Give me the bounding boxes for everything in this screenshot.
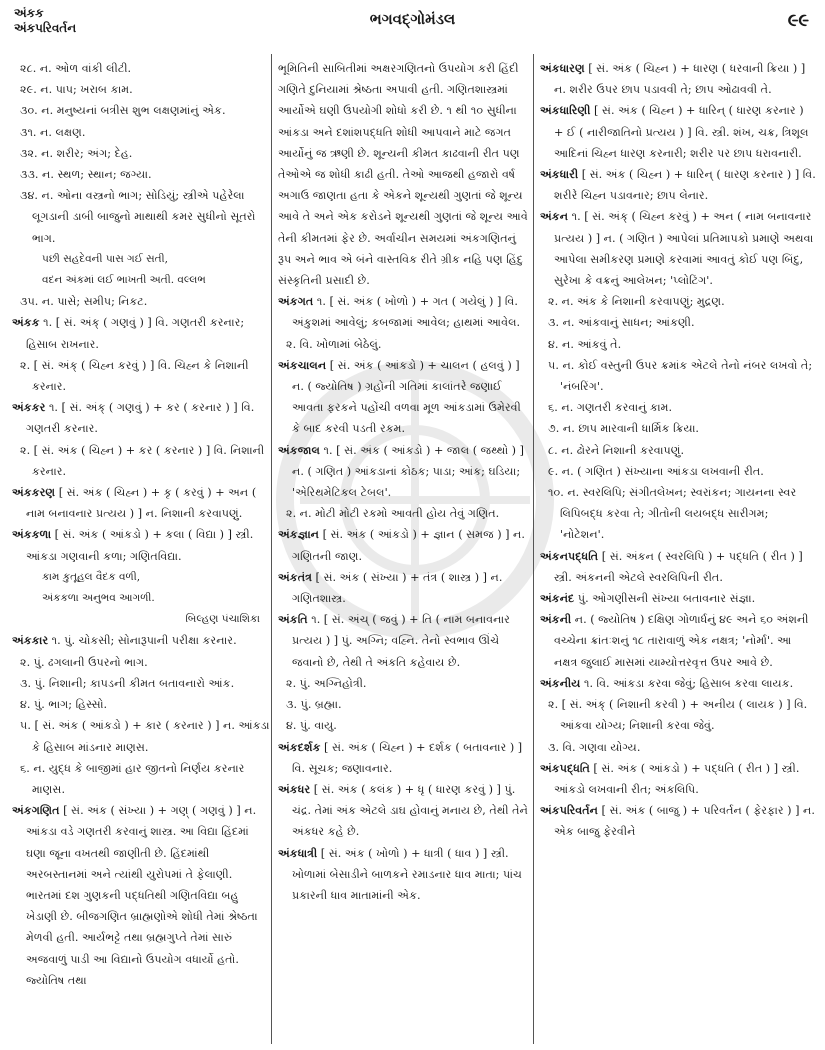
dictionary-entry xyxy=(540,206,816,291)
dictionary-entry xyxy=(540,758,816,800)
headword: અંકકરણ xyxy=(12,485,56,500)
definition-text: [ સં. અંક ( કલંક ) + ધૃ ( ધારણ કરવું ) ] પું. ચંદ્ર. તેમાં અંક એટલે ડાઘ હોવાનું મનાય છે, તેથી તેને અંકધર કહે છે. xyxy=(292,782,528,839)
headword: અંકચાલન xyxy=(278,357,327,372)
sense-definition: ૬. ન. યુદ્ધ કે બાજીમાં હાર જીતનો નિર્ણય કરનાર માણસ. xyxy=(20,761,245,796)
headword: અંકકળા xyxy=(12,527,52,542)
dictionary-entry xyxy=(278,609,530,673)
sense-definition: ૩. પું. નિશાની; કાપડની કીમત બતાવનારો આંક. xyxy=(20,676,235,690)
headword: અંકધાત્રી xyxy=(278,845,318,860)
headword: અંકક xyxy=(12,315,40,330)
guide-word-first: અંકક xyxy=(14,6,44,20)
sense-definition: ૨૮. ન. ઓળ વાંકી લીટી. xyxy=(20,62,132,75)
definition-text: [ સં. અંક ( સંખ્યા ) + તંત્ર ( શાસ્ત્ર ) ] ન. ગણિતશાસ્ત્ર. xyxy=(292,570,503,606)
definition-text: [ સં. અંક ( ચિહ્ન ) + ધારિન્ ( ધારણ કરનાર ) ] વિ. શરીરે ચિહ્ન પડાવનાર; છાપ લેનાર. xyxy=(554,168,816,203)
dictionary-entry xyxy=(540,58,816,100)
headword: અંકધારી xyxy=(540,167,579,182)
dictionary-entry xyxy=(278,843,530,907)
sense-definition: ૩૦. ન. મનુષ્યનાં બત્રીસ શુભ લક્ષણમાંનું એક. xyxy=(20,104,226,118)
headword: અંકન xyxy=(540,209,569,224)
sense-definition: ૩. ન. આંકવાનું સાધન; આંકણી. xyxy=(548,316,695,330)
dictionary-entry xyxy=(278,567,530,609)
headword: અંકગત xyxy=(278,294,314,309)
column-divider-2 xyxy=(533,54,534,1044)
sense-definition: ૩૨. ન. શરીર; અંગ; દેહ. xyxy=(20,146,133,160)
definition-text: [ સં. અંક ( આંકડો ) + પદ્ધતિ ( રીત ) ] સ્ત્રી. આંકડો લખવાની રીત; અંકલિપિ. xyxy=(554,761,800,796)
definition-text: ૧. [ સં. અંક્ ( ગણવું ) + કર ( કરનાર ) ] વિ. ગણતરી કરનાર. xyxy=(26,401,255,436)
headword: અંકગણિત xyxy=(12,803,60,818)
dictionary-entry xyxy=(278,355,530,440)
sense-definition: ૨૯. ન. પાપ; ખરાબ કામ. xyxy=(20,83,133,97)
sense-definition: ૪. ન. આંકવું તે. xyxy=(548,337,622,351)
dictionary-entry xyxy=(12,482,270,524)
citation-quote: બિલ્હણ પંચાશિકા xyxy=(185,613,260,626)
guide-word-last: અંકપરિવર્તન xyxy=(14,21,77,35)
dictionary-entry xyxy=(12,800,270,991)
sense-definition: ૩૪. ન. ઓના વસ્ત્રનો ભાગ; સોડિયું; સ્ત્રીએ પહેરેલા લૂગડાની ડાબી બાજુનો માથાથી કમર સુધીનો સૂતરો ભાગ. xyxy=(20,189,256,245)
sense-definition: ૪. પું. વાયુ. xyxy=(286,719,337,733)
headword: અંકધર xyxy=(278,781,311,796)
headword: અંકપદ્ધતિ xyxy=(540,760,590,775)
continued-text: ભૂમિતિની સાબિતીમાં અક્ષરગણિતનો ઉપયોગ કરી હિંદી ગણિતે દુનિયામાં શ્રેષ્ઠતા અપાવી હતી. ગણિતશાસ્ત્રમાં આર્યોએ ઘણી ઉપયોગી શોધો કરી છે. ૧ થી ૧૦ સુધીના આંકડા અને દશાંશપદ્ધતિ શોધી આપવાને માટે જગત આર્યોનું જ ઋણી છે. શૂન્યની કીમત કાઢવાની રીત પણ તેઓએ જ શોધી કાઢી હતી. તેઓ આજથી હજારો વર્ષ અગાઉ જાણતા હતા કે એકને શૂન્યથી ગુણતાં જે શૂન્ય આવે તે અને એક કરોડને શૂન્યથી ગુણતાં જે શૂન્ય આવે તેની કીમતમાં ફેર છે. અર્વાચીન સમયમાં અંકગણિતનું રૂપ અને ભાવ એ બંને વાસ્તવિક રીતે ગ્રીક નહિ પણ હિંદુ સંસ્કૃતિની પ્રસાદી છે. xyxy=(278,62,528,288)
definition-text: [ સં. અંક ( સંખ્યા ) + ગણ્ ( ગણવું ) ] ન. આંકડા વડે ગણતરી કરવાનું શાસ્ત્ર. આ વિદ્યા હિંદમાં ઘણા જૂના વખતથી જાણીતી છે. હિંદમાંથી અરબસ્તાનમાં અને ત્યાંથી યુરોપમાં તે ફેલાણી. ભારતમાં દશ ગુણકની પદ્ધતિથી ગણિતવિદ્યા બહુ ખેડાણી છે. બીજગણિત બ્રાહ્મણોએ શોધી તેમાં શ્રેષ્ઠતા મેળવી હતી. આર્યભટ્ટે તથા બ્રહ્મગુપ્તે તેમાં સારું અજવાળું પાડી આ વિદ્યાનો ઉપયોગ વધાર્યો હતો. જ્યોતિષ તથા xyxy=(26,804,258,987)
dictionary-entry xyxy=(540,100,816,164)
sense-definition: ૫. [ સં. અંક ( આંકડો ) + કાર ( કરનાર ) ] ન. આંકડા કે હિસાબ માંડનાર માણસ. xyxy=(20,719,270,754)
sense-definition: ૨. [ સં. અંક્ ( ચિહ્ન કરવું ) ] વિ. ચિહ્ન કે નિશાની કરનાર. xyxy=(20,358,249,394)
definition-text: [ સં. અંક ( ચિહ્ન ) + ધારણ ( ધરવાની ક્રિયા ) ] ન. શરીર ઉપર છાપ પડાવવી તે; છાપ ઓઢાવવી તે. xyxy=(554,62,806,97)
dictionary-entry xyxy=(12,524,270,566)
headword: અંકધારિણી xyxy=(540,103,591,118)
dictionary-entry xyxy=(278,524,530,566)
definition-text: પું. ઓગણીસની સંખ્યા બતાવનાર સંજ્ઞા. xyxy=(574,592,756,606)
sense-definition: ૨. ન. મોટી મોટી રકમો આવતી હોય તેવું ગણિત. xyxy=(286,507,500,521)
sense-definition: ૮. ન. ઢોરને નિશાની કરવાપણું. xyxy=(548,443,685,457)
dictionary-entry xyxy=(12,397,270,439)
sense-definition: ૯. ન. ( ગણિત ) સંખ્યાના આંકડા લખવાની રીત. xyxy=(548,464,764,478)
dictionary-entry xyxy=(540,546,816,588)
citation-quote: પછી સહદેવની પાસ ગઈ સતી, xyxy=(42,252,168,265)
headword: અંકદર્શક xyxy=(278,739,321,754)
definition-text: ૧. વિ. આંકડા કરવા જેવું; હિસાબ કરવા લાયક. xyxy=(580,676,794,690)
sense-definition: ૨. [ સં. અંક ( ચિહ્ન ) + કર ( કરનાર ) ] વિ. નિશાની કરનાર. xyxy=(20,443,265,478)
headword: અંકજાલ xyxy=(278,442,320,457)
headword: અંકકાર xyxy=(12,633,49,648)
sense-definition: ૫. ન. કોઈ વસ્તુની ઉપર ક્રમાંક એટલે તેનો નંબર લખવો તે; 'નંબરિંગ'. xyxy=(548,358,813,394)
sense-definition: ૨. પું. અગ્નિહોત્રી. xyxy=(286,676,367,690)
page-title: ભગવદ્ગોમંડલ xyxy=(369,10,456,28)
definition-text: [ સં. અંક ( ચિહ્ન ) + દર્શક ( બતાવનાર ) ] વિ. સૂચક; જણાવનાર. xyxy=(292,740,523,775)
sense-definition: ૨. [ સં. અંક્ ( નિશાની કરવી ) + અનીય ( લાયક ) ] વિ. આંકવા યોગ્ય; નિશાની કરવા જેવું. xyxy=(548,698,808,733)
headword: અંકપરિવર્તન xyxy=(540,803,598,818)
sense-definition: ૩. પું. બ્રહ્મા. xyxy=(286,698,342,712)
headword: અંકનંદ xyxy=(540,591,575,606)
text-column-1 xyxy=(12,58,270,1046)
dictionary-entry xyxy=(540,673,816,694)
sense-definition: ૪. પું. ભાગ; હિસ્સો. xyxy=(20,698,108,712)
citation-quote: વદન અંકમાં લઈ ભાખતી અતી. વલ્લભ xyxy=(42,274,206,287)
dictionary-entry xyxy=(12,312,270,354)
definition-text: ૧. [ સં. અંક્ ( ચિહ્ન કરવું ) + અન ( નામ બનાવનાર પ્રત્યય ) ] ન. ( ગણિત ) આપેલાં પ્રતિમાપકો પ્રમાણે અથવા આપેલા સમીકરણ પ્રમાણે કરવામાં આવતું કોઈ પણ બિંદુ, સુરેખા કે વક્રનું આલેખન; 'પ્લોટિંગ'. xyxy=(554,210,814,288)
dictionary-entry xyxy=(540,800,816,842)
sense-definition: ૨. પું. ઢગલાની ઉપરનો ભાગ. xyxy=(20,655,148,669)
definition-text: ૧. [ સં. અંક ( આંકડો ) + જાલ ( જથ્થો ) ] ન. ( ગણિત ) આંકડાનાં કોઠક; પાડા; આંક; ઘડિયા; 'એરિથમેટિકલ ટેબલ'. xyxy=(292,443,524,500)
page-number: ૯૯ xyxy=(787,10,809,31)
sense-definition: ૬. ન. ગણતરી કરવાનું કામ. xyxy=(548,401,673,415)
headword: અંકની xyxy=(540,612,572,627)
headword: અંકનપદ્ધતિ xyxy=(540,548,599,563)
dictionary-entry xyxy=(278,440,530,504)
sense-definition: ૩. વિ. ગણવા યોગ્ય. xyxy=(548,740,641,754)
sense-definition: ૭. ન. છાપ મારવાની ધાર્મિક ક્રિયા. xyxy=(548,422,699,436)
definition-text: ન. ( જ્યોતિષ ) દક્ષિણ ગોળાર્ધનું ૪૯ અને ૬૦ અંશની વચ્ચેના ક્રાંતઃશનું ૧૮ તારાવાળું એક નક્ષત્ર; 'નોર્મા'. આ નક્ષત્ર જુલાઈ માસમાં યામ્યોત્તરવૃત્ત ઉપર આવે છે. xyxy=(554,613,809,669)
definition-text: ૧. [ સં. અંચ્ ( જવું ) + તિ ( નામ બનાવનાર પ્રત્યય ) ] પું. અગ્નિ; વહ્નિ. તેનો સ્વભાવ ઊંચે જવાનો છે, તેથી તે અંકતિ કહેવાય છે. xyxy=(292,613,510,669)
definition-text: [ સં. અંક ( ચિહ્ન ) + કૃ ( કરવું ) + અન ( નામ બનાવનાર પ્રત્યય ) ] ન. નિશાની કરવાપણું. xyxy=(26,486,257,521)
dictionary-entry xyxy=(540,588,816,609)
headword: અંકનીય xyxy=(540,675,581,690)
dictionary-entry xyxy=(278,779,530,843)
headword: અંકધારણ xyxy=(540,61,585,75)
dictionary-entry xyxy=(540,164,816,206)
definition-text: ૧. [ સં. અંક ( ખોળો ) + ગત ( ગયેલું ) ] વિ. અંકુશમાં આવેલું; કબજામાં આવેલ; હાથમાં આવેલ. xyxy=(292,295,521,330)
definition-text: ૧. [ સં. અંક્ ( ગણવું ) ] વિ. ગણતરી કરનાર; હિસાબ રાખનાર. xyxy=(26,316,245,351)
dictionary-entry xyxy=(12,630,270,651)
sense-definition: ૩૧. ન. લક્ષણ. xyxy=(20,125,86,139)
definition-text: [ સં. અંક ( બાજુ ) + પરિવર્તન ( ફેરફાર ) ] ન. એક બાજુ ફેરવીને xyxy=(554,804,815,839)
definition-text: [ સં. અંક ( આંકડો ) + કલા ( વિદ્યા ) ] સ્ત્રી. આંકડા ગણવાની કળા; ગણિતવિદ્યા. xyxy=(26,528,254,563)
definition-text: [ સં. અંક ( આંકડો ) + જ્ઞાન ( સમજ ) ] ન. ગણિતની જાણ. xyxy=(292,528,525,563)
definition-text: [ સં. અંક ( આંકડો ) + ચાલન ( હલવું ) ] ન. ( જ્યોતિષ ) ગ્રહોની ગતિમાં કાલાંતરે જણાઈ આવતા ફરકને પહોંચી વળવા મૂળ આંકડામાં ઉમેરવી કે બાદ કરવી પડતી રકમ. xyxy=(292,358,521,436)
headword: અંકતંત્ર xyxy=(278,569,312,584)
sense-definition: ૩૫. ન. પાસે; સમીપ; નિકટ. xyxy=(20,295,148,309)
definition-text: ૧. પું. ચોકસી; સોનારૂપાની પરીક્ષા કરનાર. xyxy=(48,634,237,648)
column-divider-1 xyxy=(271,54,272,1044)
citation-quote: અંકકળા અનુભવ આગળી. xyxy=(42,592,155,605)
definition-text: [ સં. અંક ( ચિહ્ન ) + ધારિન્ ( ધારણ કરનાર ) + ઈ ( નારીજાતિનો પ્રત્યય ) ] વિ. સ્ત્રી. શંખ, ચક્ર, ત્રિશૂલ આદિનાં ચિહ્ન ધારણ કરનારી; શરીર પર છાપ ધરાવનારી. xyxy=(554,104,809,160)
headword: અંકકર xyxy=(12,400,46,415)
sense-definition: ૨. વિ. ખોળામાં બેઠેલું. xyxy=(286,337,382,351)
dictionary-entry xyxy=(278,291,530,333)
text-column-2 xyxy=(278,58,530,1046)
definition-text: [ સં. અંક ( ખોળો ) + ધાત્રી ( ધાવ ) ] સ્ત્રી. ખોળામાં બેસાડીને બાળકને રમાડનાર ધાવ માતા; પાંચ પ્રકારની ધાવ માતામાંની એક. xyxy=(292,846,522,902)
dictionary-entry xyxy=(278,737,530,779)
dictionary-entry xyxy=(540,609,816,673)
definition-text: [ સં. અંકન ( સ્વરલિપિ ) + પદ્ધતિ ( રીત ) ] સ્ત્રી. અંકનની એટલે સ્વરલિપિની રીત. xyxy=(554,549,803,584)
headword: અંકજ્ઞાન xyxy=(278,527,320,542)
headword: અંકતિ xyxy=(278,612,308,627)
sense-definition: ૩૩. ન. સ્થળ; સ્થાન; જગ્યા. xyxy=(20,168,152,182)
sense-definition: ૧૦. ન. સ્વરલિપિ; સંગીતલેખન; સ્વરાંકન; ગાયનના સ્વર લિપિબદ્ધ કરવા તે; ગીતોની લયબદ્ધ સારીગમ; 'નોટેશન'. xyxy=(548,486,797,542)
sense-definition: ૨. ન. અંક કે નિશાની કરવાપણું; મુદ્રણ. xyxy=(548,295,725,309)
citation-quote: કામ કુતૂહલ વૈદક વળી, xyxy=(42,570,141,583)
text-column-3 xyxy=(540,58,816,1046)
